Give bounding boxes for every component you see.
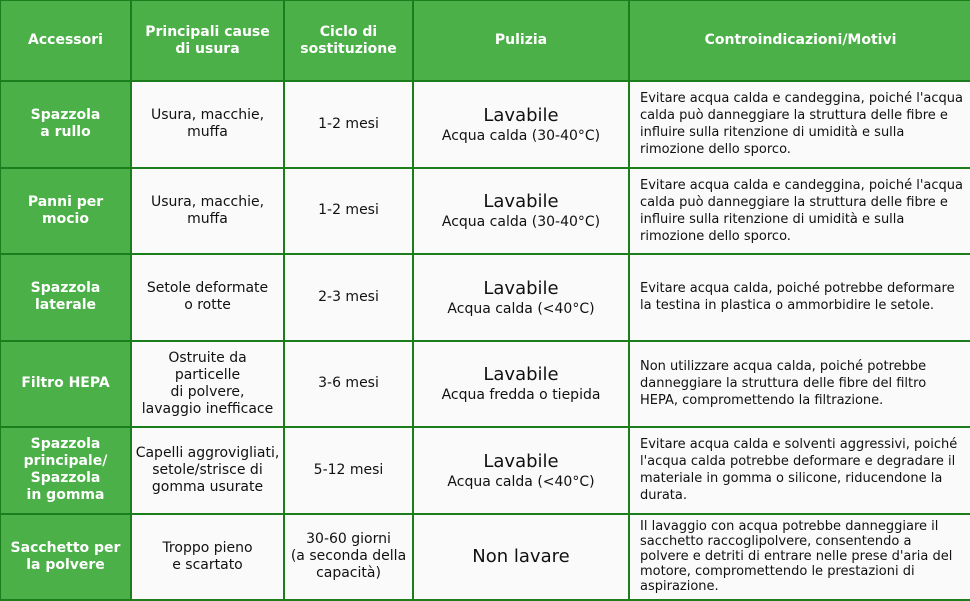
accessory-name: Sacchetto per la polvere [0,514,131,601]
cleaning-note: Acqua fredda o tiepida [441,387,601,404]
wear-causes: Ostruite da particelle di polvere, lavaggio inefficace [131,341,284,428]
wear-causes: Usura, macchie, muffa [131,168,284,255]
cleaning-cell [413,427,629,514]
cleaning-method: Lavabile [483,277,559,299]
contraindication-notes: Evitare acqua calda e candeggina, poiché l'acqua calda può danneggiare la struttura delle fibre e influire sulla ritenzione di umidità e sulla rimozione dello sporco. [629,168,970,255]
table-row [0,81,970,168]
contraindication-notes: Evitare acqua calda e candeggina, poiché l'acqua calda può danneggiare la struttura delle fibre e influire sulla ritenzione di umidità e sulla rimozione dello sporco. [629,81,970,168]
replacement-cycle: 2-3 mesi [284,254,413,341]
cleaning-note: Acqua calda (30-40°C) [441,127,601,144]
cleaning-cell [413,168,629,255]
table-row [0,254,970,341]
replacement-cycle: 5-12 mesi [284,427,413,514]
table-row [0,341,970,428]
accessory-name: Spazzola a rullo [0,81,131,168]
cleaning-note: Acqua calda (<40°C) [447,300,595,317]
contraindication-notes: Evitare acqua calda e solventi aggressivi, poiché l'acqua calda potrebbe deformare e degradare il materiale in gomma o silicone, riducendone la durata. [629,427,970,514]
cleaning-cell [413,254,629,341]
cleaning-method: Lavabile [483,104,559,126]
header-accessories: Accessori [0,0,131,81]
accessory-name: Spazzola principale/ Spazzola in gomma [0,427,131,514]
replacement-cycle: 1-2 mesi [284,168,413,255]
header-row [0,0,970,81]
table-row [0,514,970,601]
header-cycle: Ciclo di sostituzione [284,0,413,81]
contraindication-notes: Il lavaggio con acqua potrebbe danneggiare il sacchetto raccoglipolvere, consentendo a polvere e detriti di entrare nelle prese d'aria del motore, compromettendo le prestazioni di aspirazione. [629,514,970,601]
cleaning-method: Lavabile [483,364,559,386]
wear-causes: Troppo pieno e scartato [131,514,284,601]
wear-causes: Usura, macchie, muffa [131,81,284,168]
cleaning-method: Lavabile [483,450,559,472]
header-causes: Principali cause di usura [131,0,284,81]
cleaning-note: Acqua calda (30-40°C) [441,214,601,231]
table-row [0,168,970,255]
contraindication-notes: Evitare acqua calda, poiché potrebbe deformare la testina in plastica o ammorbidire le setole. [629,254,970,341]
accessory-name: Filtro HEPA [0,341,131,428]
accessory-name: Panni per mocio [0,168,131,255]
wear-causes: Setole deformate o rotte [131,254,284,341]
header-notes: Controindicazioni/Motivi [629,0,970,81]
cleaning-cell [413,341,629,428]
wear-causes: Capelli aggrovigliati, setole/strisce di gomma usurate [131,427,284,514]
replacement-cycle: 1-2 mesi [284,81,413,168]
header-cleaning: Pulizia [413,0,629,81]
contraindication-notes: Non utilizzare acqua calda, poiché potrebbe danneggiare la struttura delle fibre del filtro HEPA, compromettendo la filtrazione. [629,341,970,428]
cleaning-method: Lavabile [483,191,559,213]
replacement-cycle: 3-6 mesi [284,341,413,428]
cleaning-cell [413,81,629,168]
replacement-cycle: 30-60 giorni (a seconda della capacità) [284,514,413,601]
cleaning-note: Acqua calda (<40°C) [447,473,595,490]
accessory-name: Spazzola laterale [0,254,131,341]
table-row [0,427,970,514]
cleaning-method: Non lavare [472,545,570,567]
cleaning-cell [413,514,629,601]
